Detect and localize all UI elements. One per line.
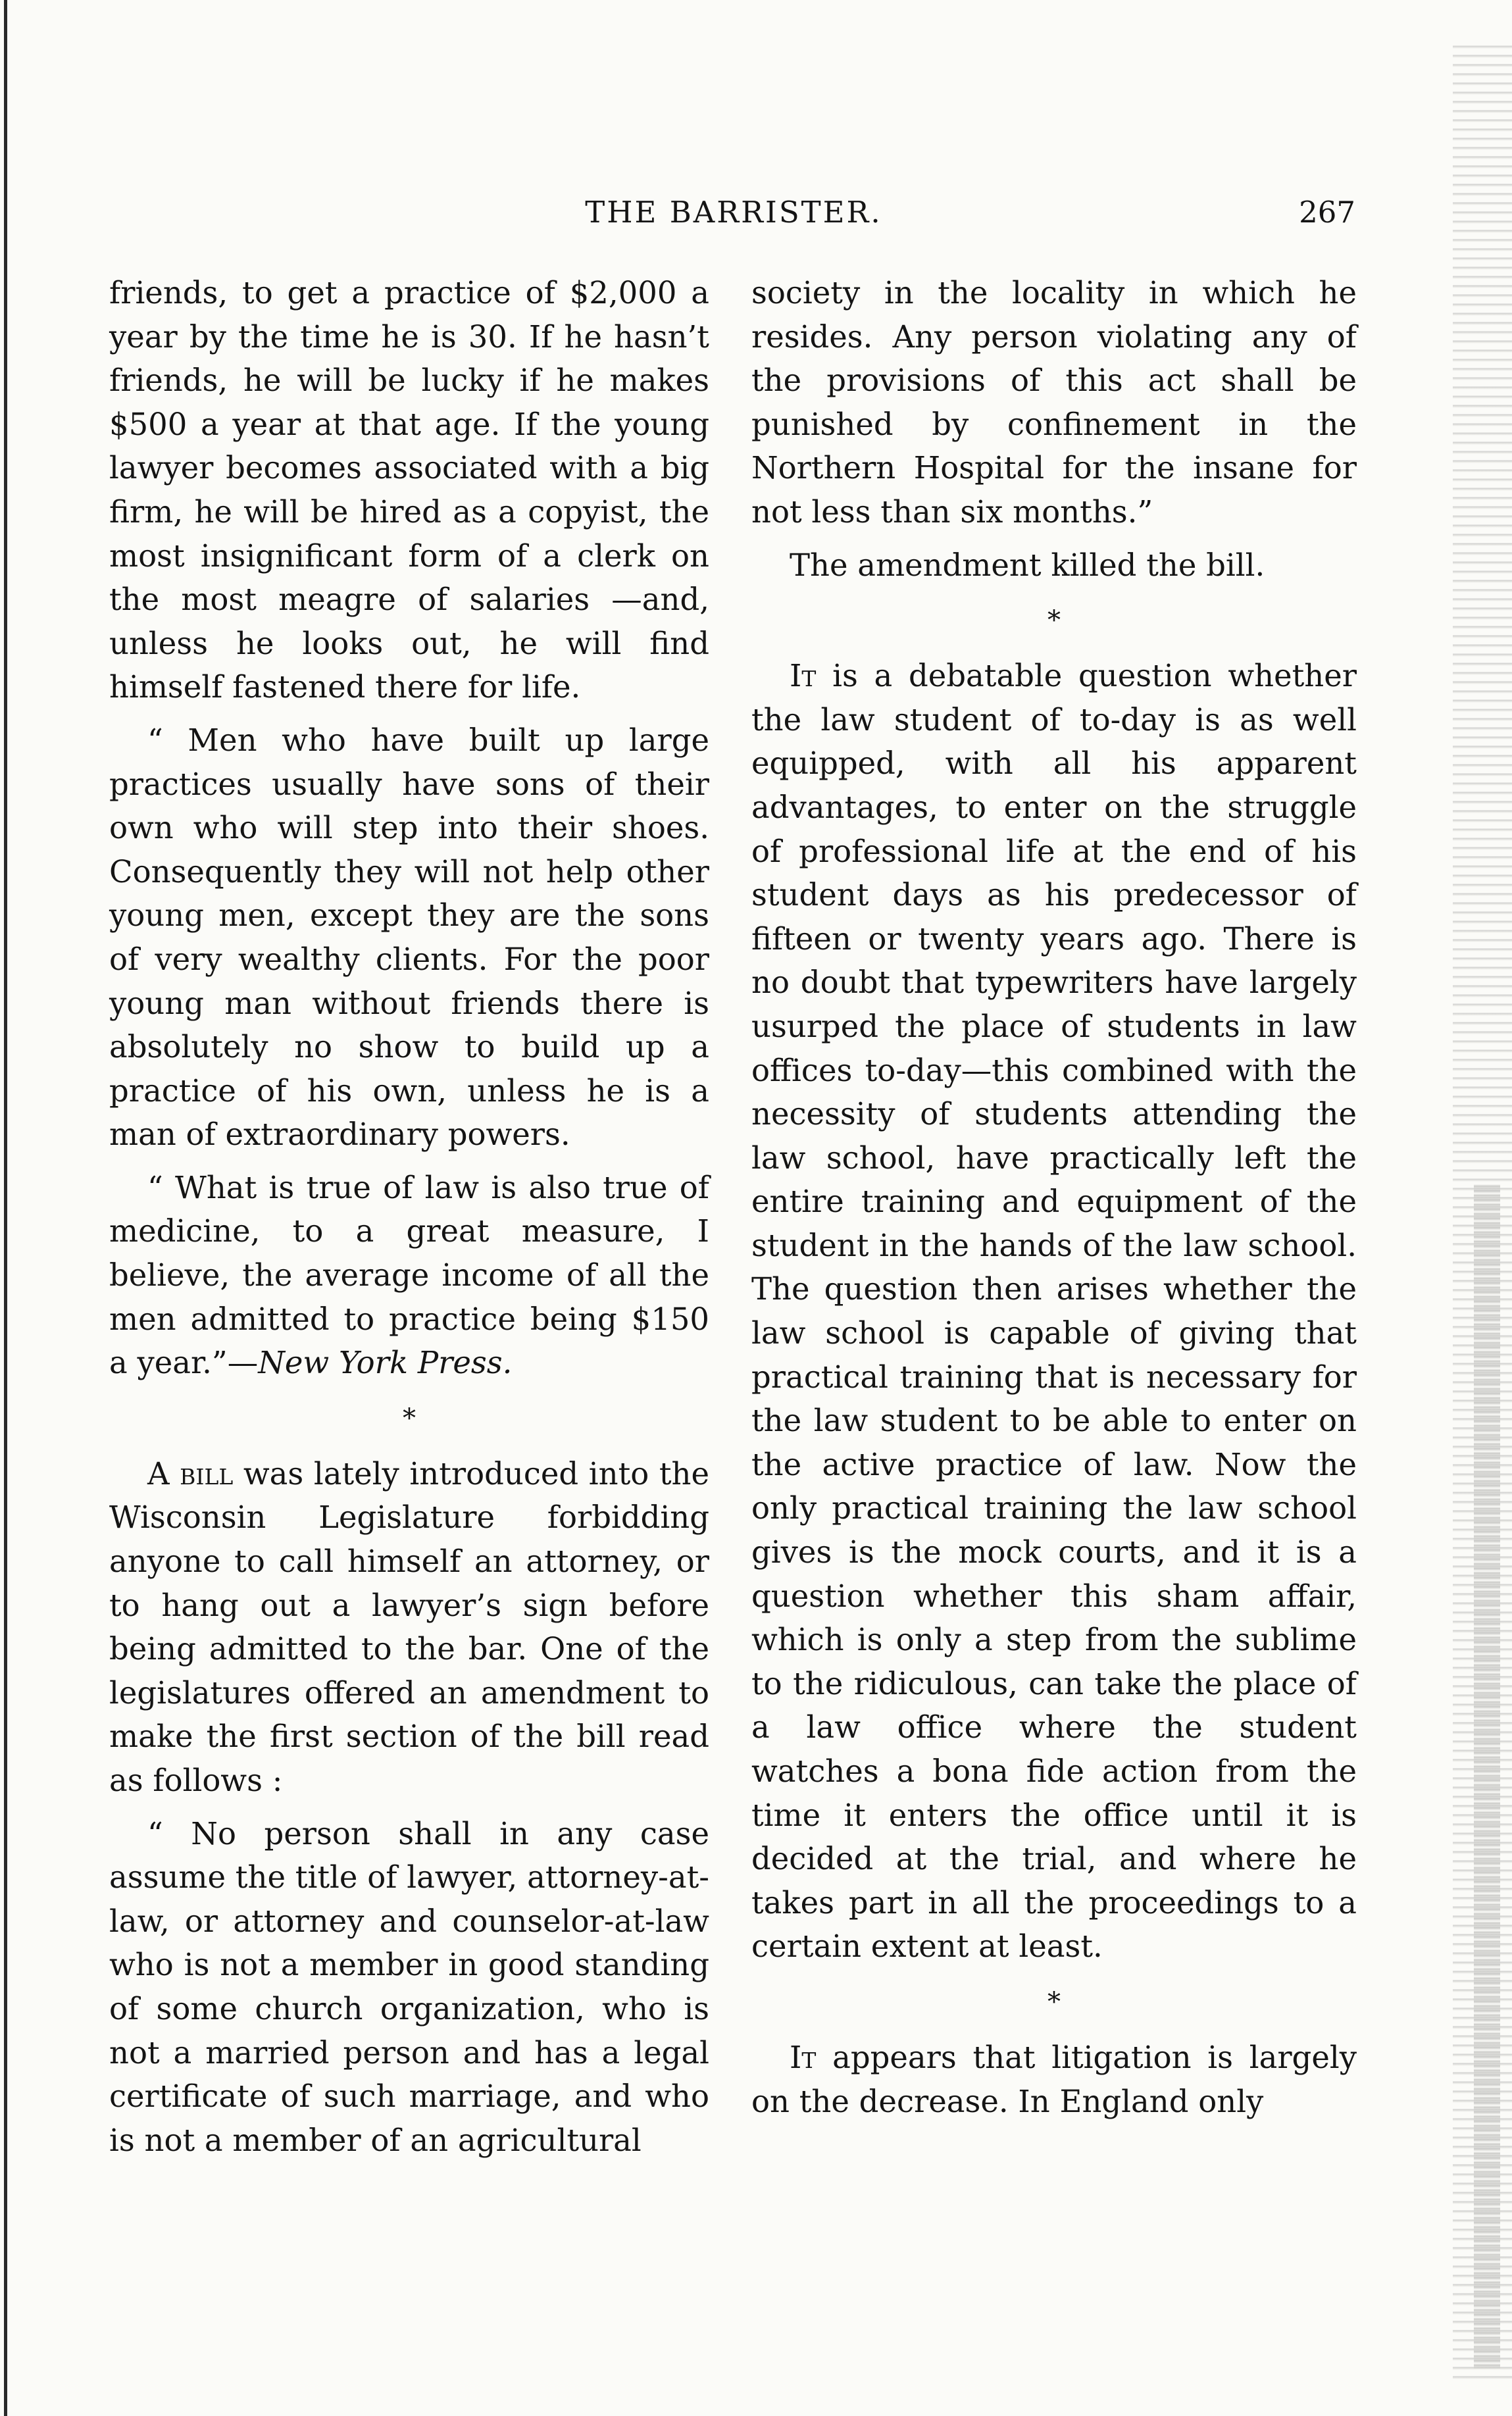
paragraph	[751, 2036, 1357, 2123]
paragraph: friends, to get a practice of $2,000 a year by the time he is 30. If he hasn’t friends, he will be lucky if he makes $500 a year at that age. If the young lawyer becomes associated with a big firm, he will be hired as a copyist, the most insignificant form of a clerk on the most meagre of salaries —and, unless he looks out, he will find himself fastened there for life.	[109, 275, 709, 705]
section-separator: *	[403, 1403, 416, 1434]
paragraph	[751, 654, 1357, 1969]
page-edge-rule	[4, 0, 7, 2416]
quote-source: New York Press.	[258, 1345, 513, 1381]
page-edge-shadow-dense	[1474, 1184, 1500, 2369]
paragraph: society in the locality in which he resides. Any person violating any of the provisions of this act shall be punished by confinement in the Northern Hospital for the insane for not less than six months.”	[751, 275, 1357, 530]
left-column	[109, 271, 709, 2330]
running-title: THE BARRISTER.	[585, 195, 882, 230]
section-separator: *	[1047, 1986, 1061, 2017]
page-number: 267	[1299, 195, 1355, 230]
paragraph	[109, 1166, 709, 1385]
paragraph: “ No person shall in any case assume the title of lawyer, attorney-at-law, or attorney and counselor-at-law who is not a member in good standing of some church organization, who is not a married person and has a legal certificate of such marriage, and who is not a member of an agricultural	[109, 1815, 709, 2158]
paragraph-lead: It	[790, 658, 817, 694]
paragraph: “ Men who have built up large practices usually have sons of their own who will step into their shoes. Consequently they will not help other young men, except they are the sons of very wealthy clients. For the poor young man without friends there is absolutely no show to build up a practice of his own, unless he is a man of extraordinary powers.	[109, 722, 709, 1153]
paragraph	[109, 1452, 709, 1803]
section-separator: *	[1047, 605, 1061, 636]
right-column	[751, 271, 1357, 2330]
paragraph-body: was lately introduced into the Wisconsin Legislature forbidding anyone to call himself an attorney, or to hang out a lawyer’s sign before being admitted to the bar. One of the legislatures offered an amendment to make the first section of the bill read as follows :	[109, 1455, 709, 1798]
quote-text: “ What is true of law is also true of medicine, to a great measure, I believe, the average income of all the men admitted to practice being $150 a year.”—	[109, 1169, 709, 1381]
paragraph: The amendment killed the bill.	[790, 547, 1265, 583]
paragraph-lead: A bill	[147, 1455, 234, 1492]
paragraph-body: appears that litigation is largely on the decrease. In England only	[751, 2039, 1357, 2119]
running-header	[112, 195, 1355, 247]
paragraph-lead: It	[790, 2039, 817, 2075]
paragraph-body: is a debatable question whether the law student of to-day is as well equipped, with all his apparent advantages, to enter on the struggle of professional life at the end of his student days as his predecessor of fifteen or twenty years ago. There is no doubt that typewriters have largely usurped the place of students in law offices to-day—this combined with the necessity of students attending the law school, have practically left the entire training and equipment of the student in the hands of the law school. The question then arises whether the law school is capable of giving that practical training that is necessary for the law student to be able to enter on the active practice of law. Now the only practical training the law school gives is the mock courts, and it is a question whether this sham affair, which is only a step from the sublime to the ridiculous, can take the place of a law office where the student watches a bona fide action from the time it enters the office until it is decided at the trial, and where he takes part in all the proceedings to a certain extent at least.	[751, 658, 1357, 1965]
